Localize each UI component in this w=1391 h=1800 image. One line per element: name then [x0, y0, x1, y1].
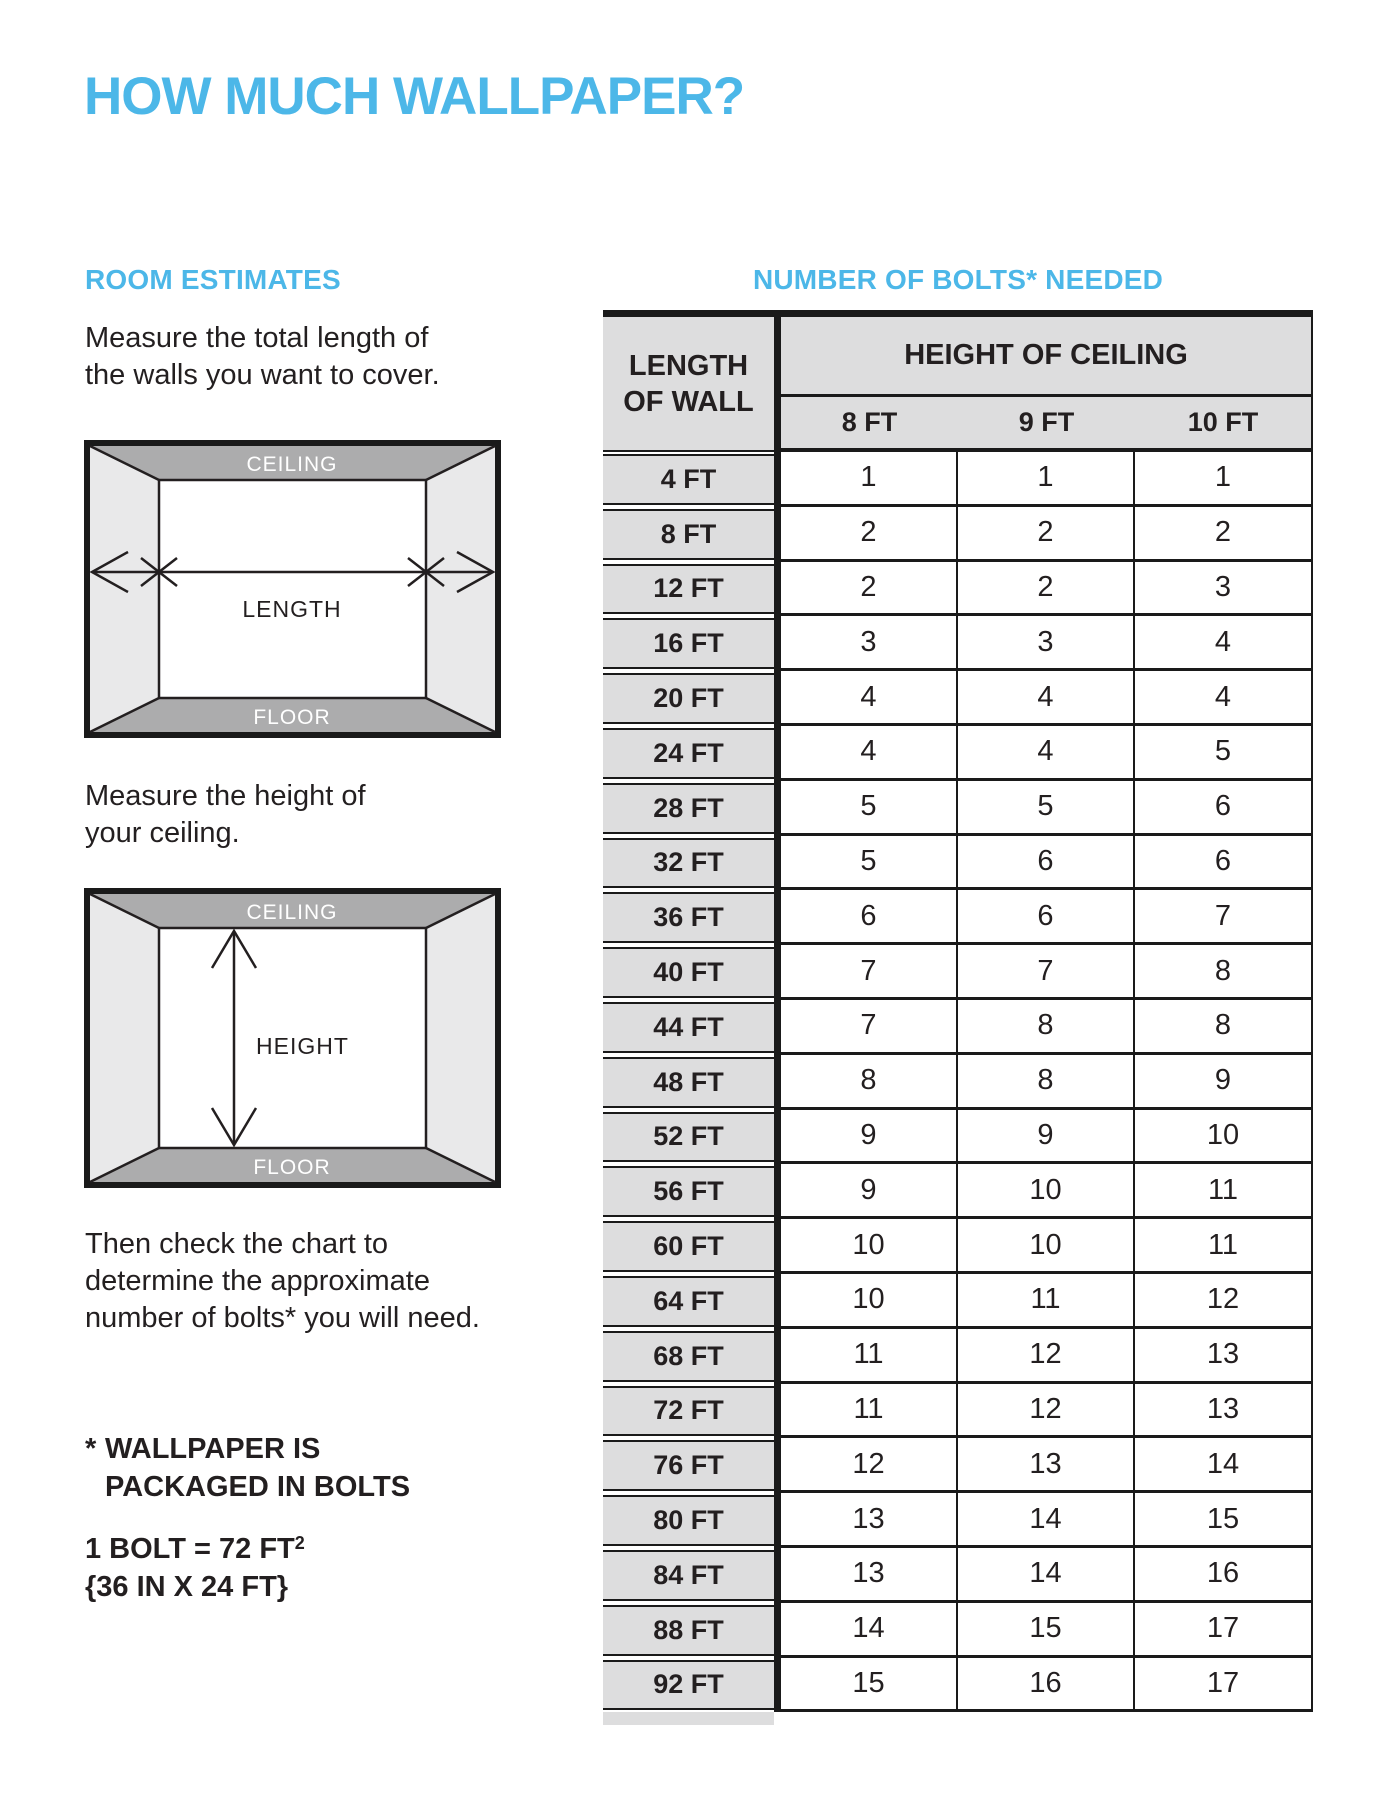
- paragraph-line: Measure the height of: [85, 780, 366, 812]
- table-row-label: 72 FT: [603, 1384, 781, 1439]
- table-row-label: 20 FT: [603, 671, 781, 726]
- table-cell-9ft: 10: [958, 1219, 1135, 1274]
- table-cell-9ft: 12: [958, 1329, 1135, 1384]
- paragraph-line: the walls you want to cover.: [85, 359, 440, 391]
- table-cell-10ft: 5: [1135, 726, 1313, 781]
- table-row-label: 16 FT: [603, 616, 781, 671]
- table-cell-8ft: 8: [781, 1055, 958, 1110]
- floor-label: FLOOR: [253, 706, 331, 729]
- footnote-text: WALLPAPER IS: [105, 1433, 321, 1465]
- table-row-label: 8 FT: [603, 507, 781, 562]
- table-row-label: 60 FT: [603, 1219, 781, 1274]
- footnote-line: [85, 1430, 410, 1468]
- table-row-label: 68 FT: [603, 1329, 781, 1384]
- table-row-label: 52 FT: [603, 1110, 781, 1165]
- left-wall: [90, 894, 159, 1182]
- table-cell-10ft: 10: [1135, 1110, 1313, 1165]
- table-cell-9ft: 16: [958, 1658, 1135, 1713]
- table-cell-8ft: 11: [781, 1329, 958, 1384]
- ceiling-label: CEILING: [246, 901, 338, 924]
- superscript-2: 2: [294, 1533, 305, 1553]
- table-row-label: 24 FT: [603, 726, 781, 781]
- table-cell-8ft: 9: [781, 1164, 958, 1219]
- room-length-diagram: [84, 440, 501, 738]
- length-of-wall-header: [603, 317, 781, 452]
- table-cell-8ft: 6: [781, 890, 958, 945]
- table-cell-8ft: 4: [781, 726, 958, 781]
- table-cell-9ft: 7: [958, 945, 1135, 1000]
- floor-label: FLOOR: [253, 1156, 331, 1179]
- height-of-ceiling-header: HEIGHT OF CEILING: [781, 317, 1313, 397]
- bolt-eq-text: 1 BOLT = 72 FT: [85, 1533, 295, 1565]
- table-row-label: 28 FT: [603, 781, 781, 836]
- table-row-label: 36 FT: [603, 890, 781, 945]
- table-cell-10ft: 16: [1135, 1548, 1313, 1603]
- asterisk: *: [85, 1433, 97, 1465]
- length-label: LENGTH: [242, 596, 342, 622]
- right-wall: [426, 894, 495, 1182]
- table-row-label: 64 FT: [603, 1274, 781, 1329]
- page-title: HOW MUCH WALLPAPER?: [84, 67, 745, 126]
- table-cell-10ft: 3: [1135, 562, 1313, 617]
- table-row-label: 48 FT: [603, 1055, 781, 1110]
- bolt-size-line: [85, 1524, 305, 1568]
- table-cell-10ft: 13: [1135, 1384, 1313, 1439]
- measure-length-paragraph: [85, 320, 440, 394]
- table-cell-10ft: 4: [1135, 616, 1313, 671]
- table-cell-9ft: 10: [958, 1164, 1135, 1219]
- table-cell-10ft: 8: [1135, 1000, 1313, 1055]
- table-cell-8ft: 5: [781, 781, 958, 836]
- table-cell-8ft: 13: [781, 1493, 958, 1548]
- paragraph-line: Measure the total length of: [85, 322, 429, 354]
- table-cell-10ft: 11: [1135, 1164, 1313, 1219]
- table-row-label: 32 FT: [603, 836, 781, 891]
- table-row-label: 56 FT: [603, 1164, 781, 1219]
- table-cell-9ft: 12: [958, 1384, 1135, 1439]
- table-cell-9ft: 3: [958, 616, 1135, 671]
- table-cell-8ft: 2: [781, 562, 958, 617]
- table-cell-10ft: 1: [1135, 452, 1313, 507]
- table-row-label: 92 FT: [603, 1658, 781, 1713]
- ceiling-height-diagram: [84, 888, 501, 1188]
- table-cell-10ft: 8: [1135, 945, 1313, 1000]
- table-cell-8ft: 2: [781, 507, 958, 562]
- table-cell-9ft: 14: [958, 1493, 1135, 1548]
- table-row-label: 12 FT: [603, 562, 781, 617]
- table-row-label: 80 FT: [603, 1493, 781, 1548]
- table-cell-9ft: 2: [958, 562, 1135, 617]
- table-cell-8ft: 13: [781, 1548, 958, 1603]
- height-label: HEIGHT: [256, 1033, 349, 1059]
- table-cell-10ft: 17: [1135, 1603, 1313, 1658]
- paragraph-line: determine the approximate: [85, 1265, 430, 1297]
- table-cell-9ft: 14: [958, 1548, 1135, 1603]
- column-header-8ft: 8 FT: [781, 397, 958, 452]
- table-footer-stub: [603, 1712, 774, 1725]
- bolts-needed-heading: NUMBER OF BOLTS* NEEDED: [752, 264, 1164, 295]
- table-cell-10ft: 14: [1135, 1438, 1313, 1493]
- table-row-label: 84 FT: [603, 1548, 781, 1603]
- table-cell-10ft: 4: [1135, 671, 1313, 726]
- table-cell-8ft: 14: [781, 1603, 958, 1658]
- table-cell-9ft: 13: [958, 1438, 1135, 1493]
- table-cell-8ft: 4: [781, 671, 958, 726]
- table-cell-9ft: 6: [958, 890, 1135, 945]
- table-cell-9ft: 8: [958, 1000, 1135, 1055]
- table-row-label: 40 FT: [603, 945, 781, 1000]
- table-row-label: 88 FT: [603, 1603, 781, 1658]
- table-cell-8ft: 7: [781, 945, 958, 1000]
- ceiling-label: CEILING: [246, 453, 338, 476]
- table-cell-9ft: 15: [958, 1603, 1135, 1658]
- table-cell-10ft: 12: [1135, 1274, 1313, 1329]
- table-cell-9ft: 5: [958, 781, 1135, 836]
- table-cell-9ft: 8: [958, 1055, 1135, 1110]
- table-row-label: 76 FT: [603, 1438, 781, 1493]
- paragraph-line: number of bolts* you will need.: [85, 1302, 480, 1334]
- table-cell-9ft: 11: [958, 1274, 1135, 1329]
- table-row-label: 44 FT: [603, 1000, 781, 1055]
- check-chart-paragraph: [85, 1226, 480, 1337]
- table-cell-8ft: 15: [781, 1658, 958, 1713]
- paragraph-line: Then check the chart to: [85, 1228, 389, 1260]
- bolt-equation: [85, 1524, 305, 1606]
- table-row-label: 4 FT: [603, 452, 781, 507]
- table-cell-10ft: 11: [1135, 1219, 1313, 1274]
- measure-height-paragraph: [85, 778, 366, 852]
- table-cell-10ft: 7: [1135, 890, 1313, 945]
- paragraph-line: your ceiling.: [85, 817, 240, 849]
- table-cell-10ft: 13: [1135, 1329, 1313, 1384]
- header-line: OF WALL: [623, 385, 754, 418]
- table-cell-9ft: 9: [958, 1110, 1135, 1165]
- table-cell-8ft: 11: [781, 1384, 958, 1439]
- table-cell-10ft: 6: [1135, 836, 1313, 891]
- bolts-table-wrapper: [603, 310, 1313, 1712]
- room-estimates-heading: ROOM ESTIMATES: [85, 264, 341, 295]
- table-cell-10ft: 2: [1135, 507, 1313, 562]
- table-cell-9ft: 2: [958, 507, 1135, 562]
- table-cell-8ft: 10: [781, 1219, 958, 1274]
- table-cell-8ft: 5: [781, 836, 958, 891]
- table-cell-8ft: 7: [781, 1000, 958, 1055]
- table-cell-10ft: 15: [1135, 1493, 1313, 1548]
- footnote-line: PACKAGED IN BOLTS: [105, 1471, 411, 1503]
- bolts-footnote: [85, 1430, 410, 1506]
- table-cell-9ft: 4: [958, 726, 1135, 781]
- bolts-table: [603, 310, 1313, 1712]
- table-cell-8ft: 12: [781, 1438, 958, 1493]
- table-cell-9ft: 1: [958, 452, 1135, 507]
- table-cell-9ft: 6: [958, 836, 1135, 891]
- column-header-9ft: 9 FT: [958, 397, 1135, 452]
- table-cell-8ft: 1: [781, 452, 958, 507]
- column-header-10ft: 10 FT: [1135, 397, 1313, 452]
- table-cell-8ft: 3: [781, 616, 958, 671]
- table-cell-10ft: 9: [1135, 1055, 1313, 1110]
- table-cell-8ft: 10: [781, 1274, 958, 1329]
- table-cell-10ft: 6: [1135, 781, 1313, 836]
- table-cell-8ft: 9: [781, 1110, 958, 1165]
- table-cell-10ft: 17: [1135, 1658, 1313, 1713]
- header-line: LENGTH: [628, 349, 749, 382]
- table-cell-9ft: 4: [958, 671, 1135, 726]
- back-wall: [159, 480, 426, 698]
- bolt-dimensions-line: {36 IN X 24 FT}: [85, 1571, 289, 1603]
